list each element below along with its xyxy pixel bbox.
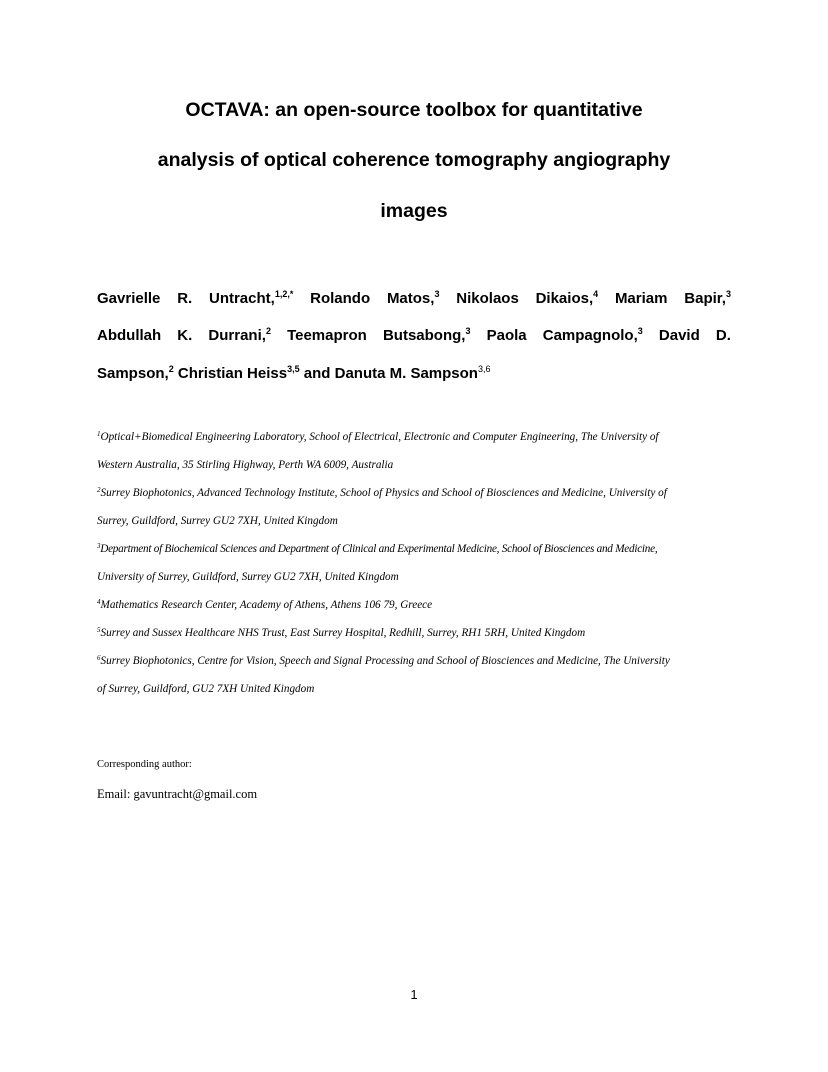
paper-title-line-3: images (380, 200, 448, 222)
author-token: David (658, 327, 700, 344)
paper-title-line-2: analysis of optical coherence tomography angiography (157, 149, 671, 171)
author-token: D. (715, 327, 731, 344)
affiliation-marker: 4 (97, 598, 101, 606)
author-affiliation-marker: 4 (593, 289, 599, 299)
author-token: Matos,$^3$ (386, 289, 440, 307)
author-token: Abdullah (97, 327, 162, 344)
affiliation-1-line-1: $^1$Optical+Biomedical Engineering Laboratory, School of Electrical, Electronic and Computer Engineering, The University of (97, 430, 659, 443)
author-token: Mariam (614, 290, 668, 307)
affiliation-2-line-2: Surrey, Guildford, Surrey GU2 7XH, United Kingdom (97, 515, 338, 527)
affiliation-marker: 6 (97, 654, 101, 662)
author-token: Rolando (310, 290, 371, 307)
author-token: Sampson,$^2$ (97, 364, 174, 382)
affiliation-marker: 2 (97, 486, 101, 494)
author-token: Durrani,$^2$ (208, 326, 271, 344)
author-token: Paola (486, 327, 527, 344)
author-list-line-3 (97, 364, 731, 384)
author-token: R. (177, 290, 193, 307)
affiliation-4: $^4$Mathematics Research Center, Academy of Athens, Athens 106 79, Greece (97, 598, 433, 611)
author-token: Nikolaos (456, 290, 519, 307)
affiliation-2-line-1: $^2$Surrey Biophotonics, Advanced Technology Institute, School of Physics and School of Biosciences and Medicine, University of (97, 486, 667, 499)
affiliation-3-line-2: University of Surrey, Guildford, Surrey GU2 7XH, United Kingdom (97, 571, 399, 583)
author-token: Christian Heiss$^{3,5}$ (177, 364, 300, 382)
author-affiliation-marker: 1,2,* (274, 289, 294, 299)
affiliation-5: $^5$Surrey and Sussex Healthcare NHS Trust, East Surrey Hospital, Redhill, Surrey, RH1 5RH, United Kingdom (97, 626, 586, 639)
author-affiliation-marker: 3 (434, 289, 440, 299)
author-token: Butsabong,$^3$ (382, 326, 471, 344)
author-affiliation-marker: 3 (725, 289, 731, 299)
author-token: Danuta M. Sampson$^{3,6}$ (334, 364, 491, 382)
paper-title-line-1: OCTAVA: an open-source toolbox for quantitative (185, 99, 643, 121)
author-token: K. (177, 327, 193, 344)
affiliation-6-line-2: of Surrey, Guildford, GU2 7XH United Kingdom (97, 683, 315, 695)
author-token: Untracht,$^{1,2,*}$ (208, 289, 294, 307)
affiliation-3-line-1: $^3$Department of Biochemical Sciences and Department of Clinical and Experimental Medicine, School of Biosciences and Medicine, (97, 542, 658, 555)
author-affiliation-marker: 2 (168, 364, 174, 374)
affiliation-6-line-1: $^6$Surrey Biophotonics, Centre for Vision, Speech and Signal Processing and School of Biosciences and Medicine, The University (97, 654, 670, 667)
author-affiliation-marker: 3 (465, 326, 471, 336)
author-affiliation-marker: 2 (265, 326, 271, 336)
page-number: 1 (410, 987, 418, 1002)
affiliation-1-line-2: Western Australia, 35 Stirling Highway, Perth WA 6009, Australia (97, 459, 394, 471)
author-token: Dikaios,$^4$ (535, 289, 599, 307)
author-token: Gavrielle (97, 290, 161, 307)
author-affiliation-marker: 3 (637, 326, 643, 336)
author-affiliation-marker: 3,5 (287, 364, 300, 374)
affiliation-marker: 5 (97, 626, 101, 634)
author-affiliation-marker: 3,6 (477, 364, 491, 374)
author-list-line-2 (97, 326, 731, 346)
corresponding-author-email: Email: gavuntracht@gmail.com (97, 787, 258, 801)
author-token: Bapir,$^3$ (684, 289, 731, 307)
author-token: Teemapron (287, 327, 367, 344)
author-list-line-1 (97, 289, 731, 309)
author-token: Campagnolo,$^3$ (542, 326, 643, 344)
author-conjunction: and (303, 365, 331, 382)
corresponding-author-label: Corresponding author: (97, 759, 192, 770)
affiliation-marker: 1 (97, 430, 101, 438)
affiliation-marker: 3 (97, 542, 101, 550)
